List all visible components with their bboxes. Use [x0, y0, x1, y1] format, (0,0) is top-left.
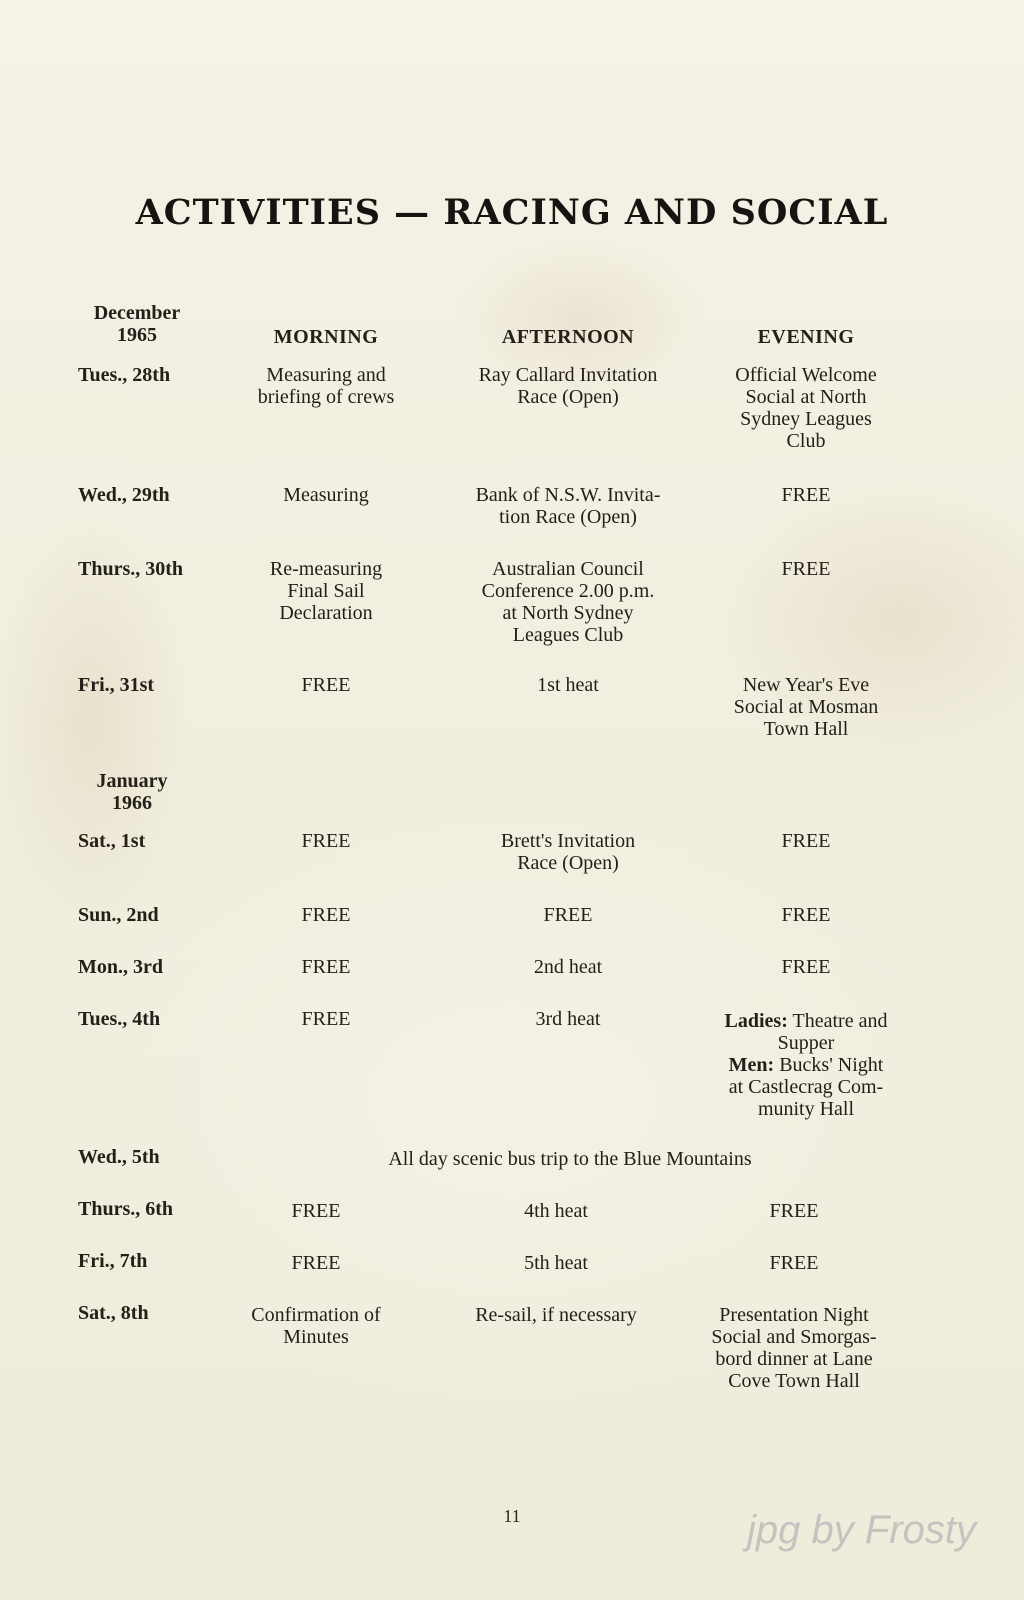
- period-month: January: [96, 770, 168, 792]
- row-evening: FREE: [781, 830, 831, 852]
- men-text-cont: at Castlecrag Com-: [728, 1076, 884, 1098]
- row-morning: Measuring and briefing of crews: [257, 364, 395, 408]
- row-morning: FREE: [301, 904, 351, 926]
- men-text-cont: munity Hall: [757, 1098, 855, 1120]
- row-evening: FREE: [781, 956, 831, 978]
- row-evening: Presentation Night Social and Smorgas- bord dinner at Lane Cove Town Hall: [711, 1304, 877, 1392]
- row-morning: FREE: [301, 1008, 351, 1030]
- period-january-1966: [82, 770, 182, 814]
- page-title: ACTIVITIES — RACING AND SOCIAL: [135, 192, 889, 233]
- row-date: Sat., 1st: [78, 830, 146, 852]
- ladies-text: Theatre and: [787, 1010, 888, 1032]
- row-afternoon: Brett's Invitation Race (Open): [500, 830, 636, 874]
- row-afternoon: Bank of N.S.W. Invita- tion Race (Open): [475, 484, 661, 528]
- row-evening: New Year's Eve Social at Mosman Town Hall: [733, 674, 879, 740]
- header-afternoon: AFTERNOON: [501, 326, 635, 348]
- row-evening: FREE: [769, 1200, 819, 1222]
- row-date: Wed., 29th: [78, 484, 170, 506]
- row-date: Mon., 3rd: [78, 956, 163, 978]
- row-afternoon: Ray Callard Invitation Race (Open): [478, 364, 658, 408]
- row-morning: FREE: [291, 1252, 341, 1274]
- row-date: Fri., 7th: [78, 1250, 148, 1272]
- watermark: jpg by Frosty: [747, 1508, 976, 1552]
- period-year: 1965: [117, 324, 157, 346]
- row-afternoon: 1st heat: [537, 674, 599, 696]
- period-month: December: [93, 302, 181, 324]
- row-evening: FREE: [781, 904, 831, 926]
- row-evening: FREE: [769, 1252, 819, 1274]
- men-label: Men:: [728, 1054, 775, 1076]
- row-evening-tues-4th: [688, 1010, 924, 1120]
- row-afternoon: 2nd heat: [533, 956, 603, 978]
- row-date: Sun., 2nd: [78, 904, 159, 926]
- row-afternoon: Australian Council Conference 2.00 p.m. at North Sydney Leagues Club: [481, 558, 655, 646]
- ladies-text-cont: Supper: [777, 1032, 835, 1054]
- row-date: Tues., 28th: [78, 364, 171, 386]
- row-afternoon: 5th heat: [524, 1252, 588, 1274]
- row-date: Fri., 31st: [78, 674, 155, 696]
- row-evening: Official Welcome Social at North Sydney Leagues Club: [735, 364, 877, 452]
- row-afternoon: Re-sail, if necessary: [475, 1304, 637, 1326]
- row-afternoon: FREE: [543, 904, 593, 926]
- men-line: [688, 1054, 924, 1076]
- period-year: 1966: [112, 792, 152, 814]
- row-date: Tues., 4th: [78, 1008, 161, 1030]
- row-afternoon: 4th heat: [524, 1200, 588, 1222]
- row-morning: Measuring: [283, 484, 369, 506]
- ladies-label: Ladies:: [724, 1010, 788, 1032]
- row-date: Wed., 5th: [78, 1146, 160, 1168]
- row-evening: FREE: [781, 558, 831, 580]
- row-morning: FREE: [301, 674, 351, 696]
- row-full-day-activity: All day scenic bus trip to the Blue Mountains: [388, 1148, 752, 1170]
- row-afternoon: 3rd heat: [535, 1008, 601, 1030]
- row-date: Thurs., 6th: [78, 1198, 174, 1220]
- row-date: Thurs., 30th: [78, 558, 184, 580]
- row-morning: Confirmation of Minutes: [251, 1304, 381, 1348]
- row-morning: FREE: [301, 956, 351, 978]
- row-date: Sat., 8th: [78, 1302, 149, 1324]
- row-morning: FREE: [291, 1200, 341, 1222]
- ladies-line: [688, 1010, 924, 1032]
- row-evening: FREE: [781, 484, 831, 506]
- page-number: 11: [503, 1506, 521, 1526]
- header-morning: MORNING: [273, 326, 379, 348]
- row-morning: Re-measuring Final Sail Declaration: [269, 558, 383, 624]
- header-evening: EVENING: [757, 326, 855, 348]
- period-december-1965: [82, 302, 192, 346]
- men-text: Bucks' Night: [774, 1054, 884, 1076]
- row-morning: FREE: [301, 830, 351, 852]
